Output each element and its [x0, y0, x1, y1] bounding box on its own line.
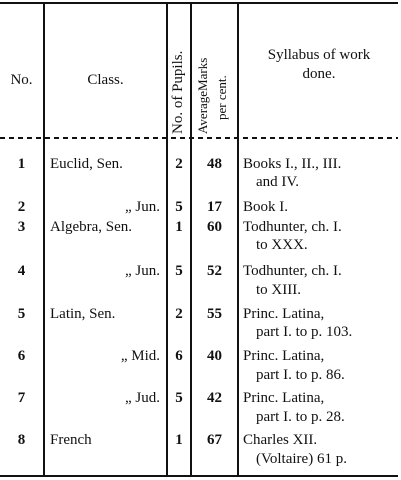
row-3-syllabus-2: to XXX. — [256, 237, 308, 253]
header-no: No. — [10, 72, 33, 88]
header-average-1: AverageMarks — [195, 57, 210, 134]
row-3-marks: 60 — [207, 219, 222, 235]
row-1-syllabus-1: Books I., II., III. — [243, 156, 342, 172]
row-8-no: 8 — [17, 432, 26, 448]
row-7-pupils: 5 — [175, 390, 183, 406]
row-5-syllabus-1: Princ. Latina, — [243, 306, 325, 322]
row-4-class: „ Jun. — [125, 263, 160, 279]
row-6-syllabus-1: Princ. Latina, — [243, 348, 325, 364]
row-8-pupils: 1 — [175, 432, 183, 448]
row-1-no: 1 — [17, 156, 26, 172]
row-1-pupils: 2 — [175, 156, 183, 172]
row-7-syllabus-2: part I. to p. 28. — [256, 409, 345, 425]
row-4-no: 4 — [17, 263, 26, 279]
row-1-syllabus-2: and IV. — [256, 174, 300, 190]
row-7-syllabus-1: Princ. Latina, — [243, 390, 325, 406]
row-6-marks: 40 — [207, 348, 222, 364]
row-7-marks: 42 — [207, 390, 222, 406]
row-7-no: 7 — [17, 390, 26, 406]
header-syllabus-2: done. — [302, 66, 336, 82]
header-pupils: No. of Pupils. — [170, 50, 186, 134]
row-1-class: Euclid, Sen. — [50, 156, 123, 172]
row-2-class: „ Jun. — [125, 199, 160, 215]
row-3-syllabus-1: Todhunter, ch. I. — [243, 219, 342, 235]
row-4-syllabus-2: to XIII. — [256, 282, 301, 298]
row-8-syllabus-1: Charles XII. — [243, 432, 318, 448]
row-5-syllabus-2: part I. to p. 103. — [256, 324, 353, 340]
row-2-marks: 17 — [207, 199, 222, 215]
row-2-syllabus-1: Book I. — [243, 199, 288, 215]
row-5-pupils: 2 — [175, 306, 183, 322]
row-4-marks: 52 — [207, 263, 222, 279]
bottom-rule — [0, 475, 398, 477]
row-8-class: French — [50, 432, 92, 448]
row-5-marks: 55 — [207, 306, 222, 322]
header-average-2: per cent. — [214, 75, 229, 120]
row-7-class: „ Jud. — [125, 390, 160, 406]
row-4-syllabus-1: Todhunter, ch. I. — [243, 263, 342, 279]
row-8-syllabus-2: (Voltaire) 61 p. — [256, 451, 347, 467]
row-3-no: 3 — [17, 219, 26, 235]
row-3-class: Algebra, Sen. — [50, 219, 133, 235]
row-4-pupils: 5 — [175, 263, 183, 279]
row-2-pupils: 5 — [175, 199, 183, 215]
row-5-no: 5 — [17, 306, 26, 322]
row-8-marks: 67 — [207, 432, 222, 448]
row-6-syllabus-2: part I. to p. 86. — [256, 367, 345, 383]
row-1-marks: 48 — [207, 156, 222, 172]
row-3-pupils: 1 — [175, 219, 183, 235]
header-class: Class. — [87, 72, 124, 88]
header-divider — [0, 137, 398, 139]
row-6-class: „ Mid. — [120, 348, 160, 364]
header-syllabus-1: Syllabus of work — [267, 47, 371, 63]
row-6-pupils: 6 — [175, 348, 183, 364]
row-2-no: 2 — [17, 199, 26, 215]
row-6-no: 6 — [17, 348, 26, 364]
row-5-class: Latin, Sen. — [50, 306, 116, 322]
